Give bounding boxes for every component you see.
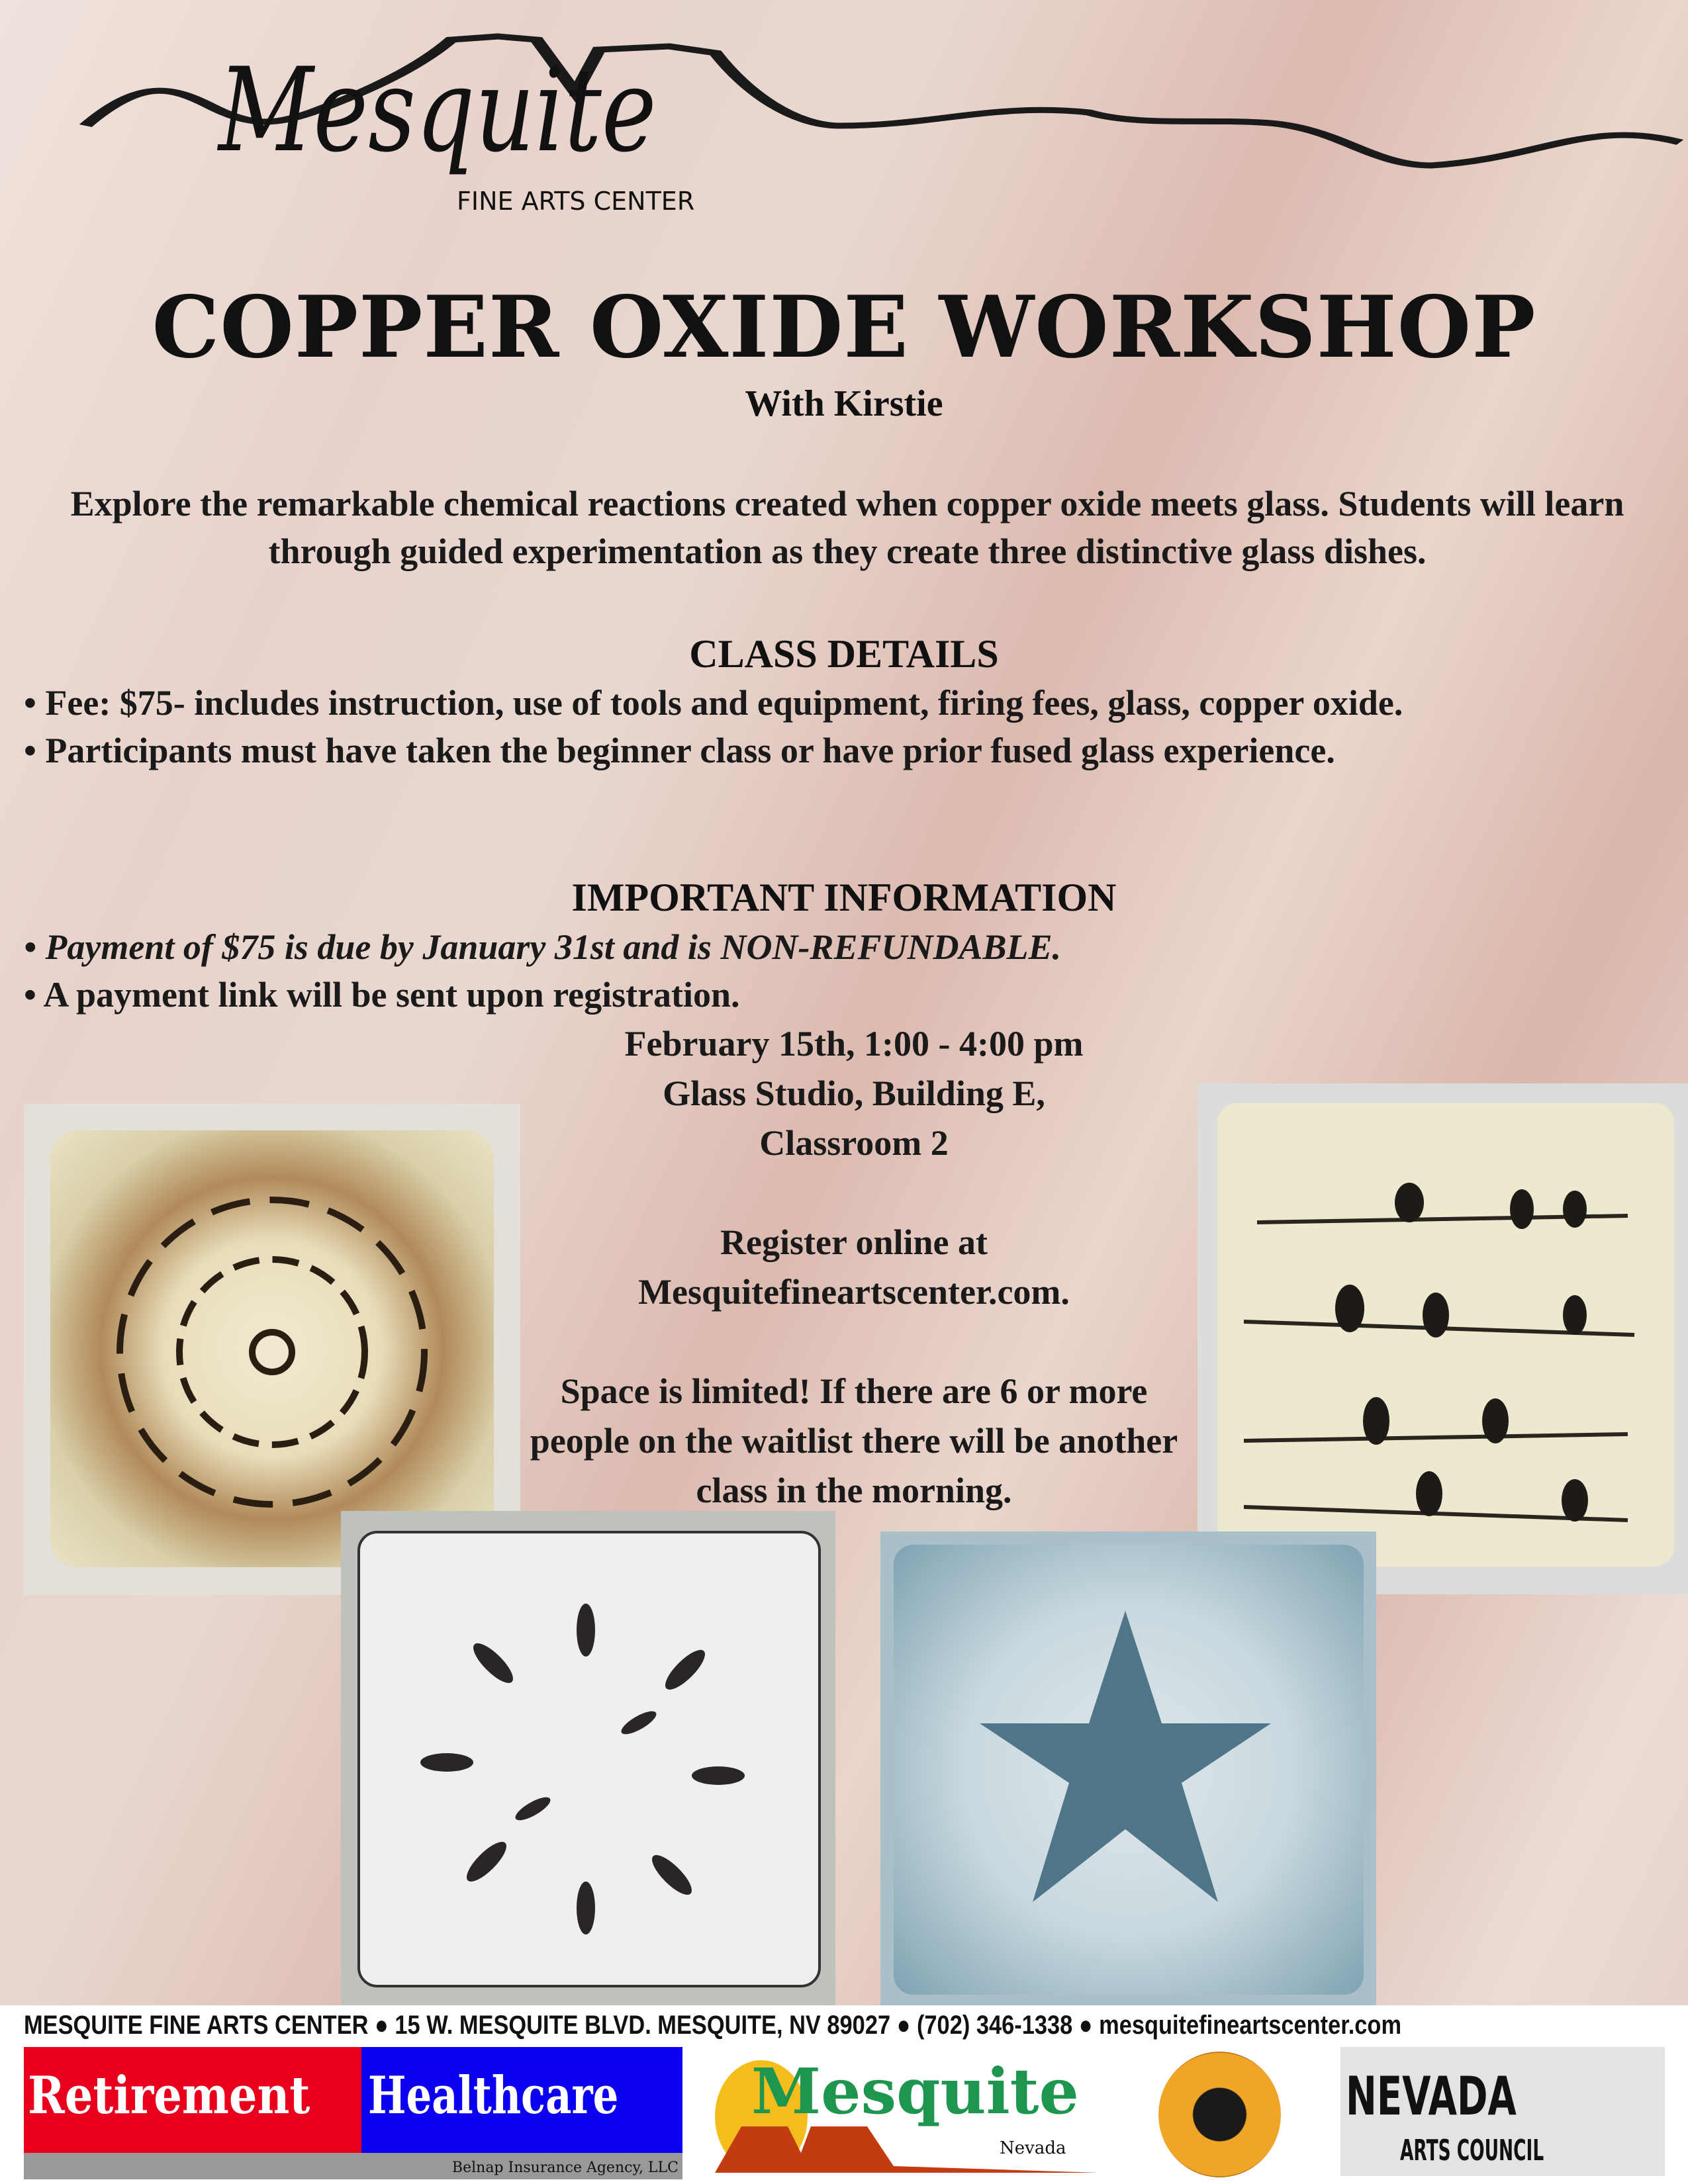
register-text: Register online at <box>720 1222 988 1262</box>
logo-tagline: FINE ARTS CENTER <box>457 187 695 216</box>
arts-council-label: ARTS COUNCIL <box>1400 2134 1544 2167</box>
page-title: COPPER OXIDE WORKSHOP <box>152 278 1536 377</box>
important-heading: IMPORTANT INFORMATION <box>571 876 1117 919</box>
payment-link-item: • A payment link will be sent upon registration. <box>24 975 740 1015</box>
city-name: Mesquite <box>751 2055 1079 2128</box>
event-room: Classroom 2 <box>759 1123 949 1163</box>
starfish-icon <box>960 1598 1291 1929</box>
birds-dish-photo <box>1197 1083 1688 1594</box>
mandala-icon <box>73 1154 471 1551</box>
sponsor-nevada-arts-council <box>1340 2047 1665 2176</box>
fish-swirl-icon <box>381 1557 791 1968</box>
arts-association-seal <box>1158 2052 1281 2177</box>
fee-item: • Fee: $75- includes instruction, use of tools and equipment, firing fees, glass, copper oxide. <box>24 683 1403 723</box>
event-location: Glass Studio, Building E, <box>663 1073 1045 1113</box>
intro-paragraph: Explore the remarkable chemical reactions created when copper oxide meets glass. Students will learn through guided experimentation as they create three distinctive glass dishes. <box>70 484 1624 571</box>
sponsor-city-mesquite <box>715 2047 1105 2179</box>
sponsor-retirement-healthcare <box>24 2047 682 2179</box>
retirement-label: Retirement <box>28 2066 310 2126</box>
register-link[interactable]: Mesquitefineartscenter.com. <box>638 1272 1070 1312</box>
birds-on-wires-icon <box>1231 1116 1654 1553</box>
city-state: Nevada <box>1000 2138 1066 2158</box>
fish-dish-photo <box>341 1511 835 2005</box>
waitlist-note: Space is limited! If there are 6 or more people on the waitlist there will be another class in the morning. <box>530 1371 1178 1510</box>
logo-wordmark: Mesquite <box>218 44 657 178</box>
instructor: With Kirstie <box>745 383 943 424</box>
starfish-dish-photo <box>880 1531 1376 2005</box>
class-details-heading: CLASS DETAILS <box>689 632 999 676</box>
payment-item: • Payment of $75 is due by January 31st and is NON-REFUNDABLE. <box>24 927 1062 967</box>
nevada-label: NEVADA <box>1346 2066 1517 2127</box>
prereq-item: • Participants must have taken the beginner class or have prior fused glass experience. <box>24 731 1335 770</box>
footer-contact: MESQUITE FINE ARTS CENTER ● 15 W. MESQUITE BLVD. MESQUITE, NV 89027 ● (702) 346-1338 ● mesquitefineartscenter.com <box>24 2011 1402 2040</box>
event-date: February 15th, 1:00 - 4:00 pm <box>624 1024 1084 1064</box>
agency-label: Belnap Insurance Agency, LLC <box>451 2160 679 2176</box>
healthcare-label: Healthcare <box>368 2066 619 2126</box>
